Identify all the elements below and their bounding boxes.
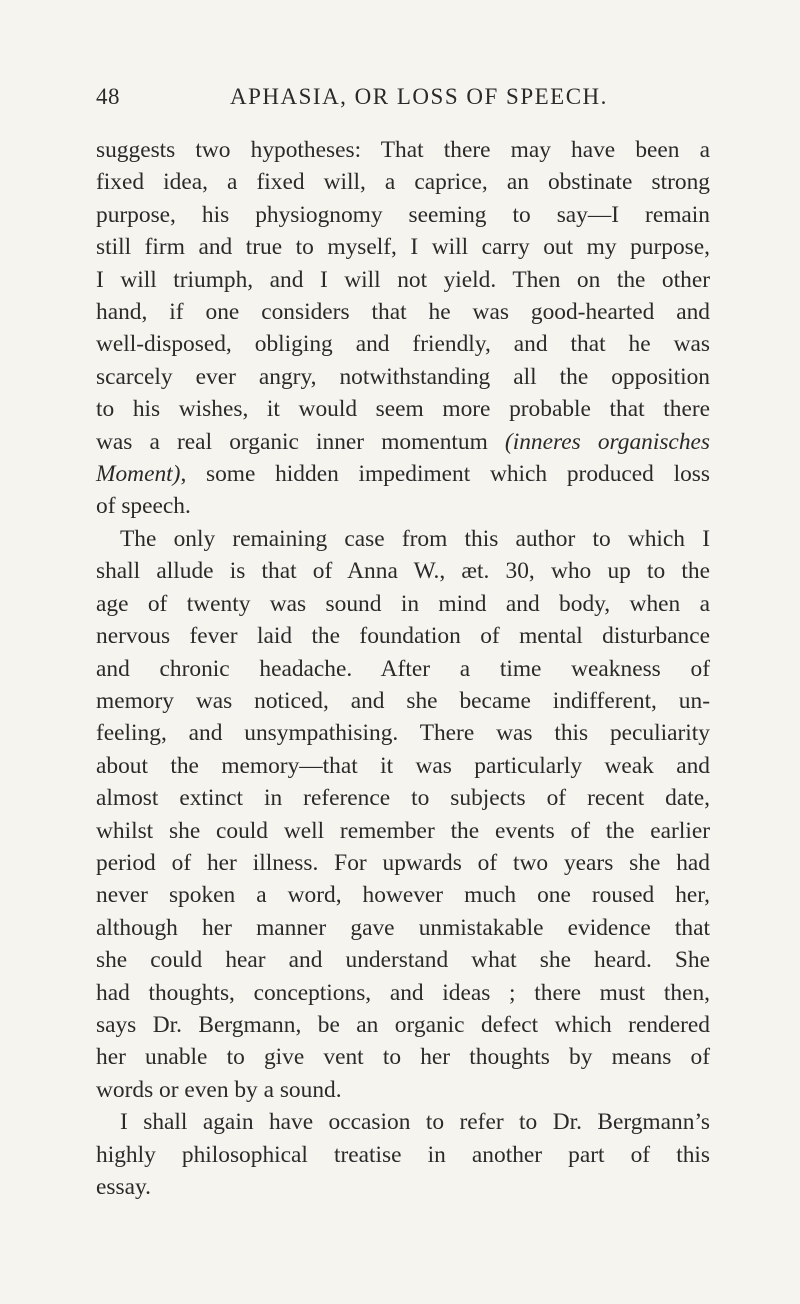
text-line: age of twenty was sound in mind and body, when a xyxy=(96,590,710,617)
text-line: still firm and true to myself, I will carry out my purpose, xyxy=(96,234,710,261)
text-line: whilst she could well remember the events of the earlier xyxy=(96,817,710,844)
text-line: words or even by a sound. xyxy=(96,1076,342,1103)
text-line: period of her illness. For upwards of two years she had xyxy=(96,849,710,876)
text-line: I will triumph, and I will not yield. Then on the other xyxy=(96,266,710,293)
text-line: never spoken a word, however much one roused her, xyxy=(96,882,710,909)
text-line: well-disposed, obliging and friendly, and that he was xyxy=(96,331,710,358)
text-line: was a real organic inner momentum (inneres organisches xyxy=(96,428,710,455)
text-line: The only remaining case from this author to which I xyxy=(120,525,710,552)
text-line: and chronic headache. After a time weakness of xyxy=(96,655,710,682)
text-line: essay. xyxy=(96,1174,151,1200)
text-line: her unable to give vent to her thoughts by means of xyxy=(96,1044,710,1071)
running-head: APHASIA, OR LOSS OF SPEECH. xyxy=(230,84,608,109)
text-line: almost extinct in reference to subjects of recent date, xyxy=(96,785,710,812)
page-number: 48 xyxy=(96,84,120,109)
body-text xyxy=(96,134,710,1203)
text-line: I shall again have occasion to refer to Dr. Bergmann’s xyxy=(120,1109,710,1136)
text-line: of speech. xyxy=(96,493,191,520)
text-line: shall allude is that of Anna W., æt. 30, who up to the xyxy=(96,558,710,585)
text-line: to his wishes, it would seem more probable that there xyxy=(96,396,710,423)
text-line: Moment), some hidden impediment which produced loss xyxy=(96,461,710,488)
text-line: scarcely ever angry, notwithstanding all the opposition xyxy=(96,363,710,390)
page-header xyxy=(96,84,704,114)
text-line: memory was noticed, and she became indifferent, un- xyxy=(96,687,710,714)
text-line: although her manner gave unmistakable evidence that xyxy=(96,914,710,941)
text-line: fixed idea, a fixed will, a caprice, an obstinate strong xyxy=(96,169,710,196)
text-line: highly philosophical treatise in another part of this xyxy=(96,1141,710,1168)
text-line: had thoughts, conceptions, and ideas ; there must then, xyxy=(96,979,710,1006)
text-line: feeling, and unsympathising. There was this peculiarity xyxy=(96,720,710,747)
text-line: about the memory—that it was particularly weak and xyxy=(96,752,710,779)
italic-phrase: (inneres organisches xyxy=(487,428,710,455)
italic-phrase: Moment) xyxy=(96,461,181,488)
text-line: nervous fever laid the foundation of mental disturbance xyxy=(96,623,710,650)
text-line: she could hear and understand what she heard. She xyxy=(96,947,710,974)
text-line: purpose, his physiognomy seeming to say—I remain xyxy=(96,201,710,228)
text-line: says Dr. Bergmann, be an organic defect which rendered xyxy=(96,1011,710,1038)
text-line: hand, if one considers that he was good-hearted and xyxy=(96,299,710,326)
text-line: suggests two hypotheses: That there may have been a xyxy=(96,137,710,163)
